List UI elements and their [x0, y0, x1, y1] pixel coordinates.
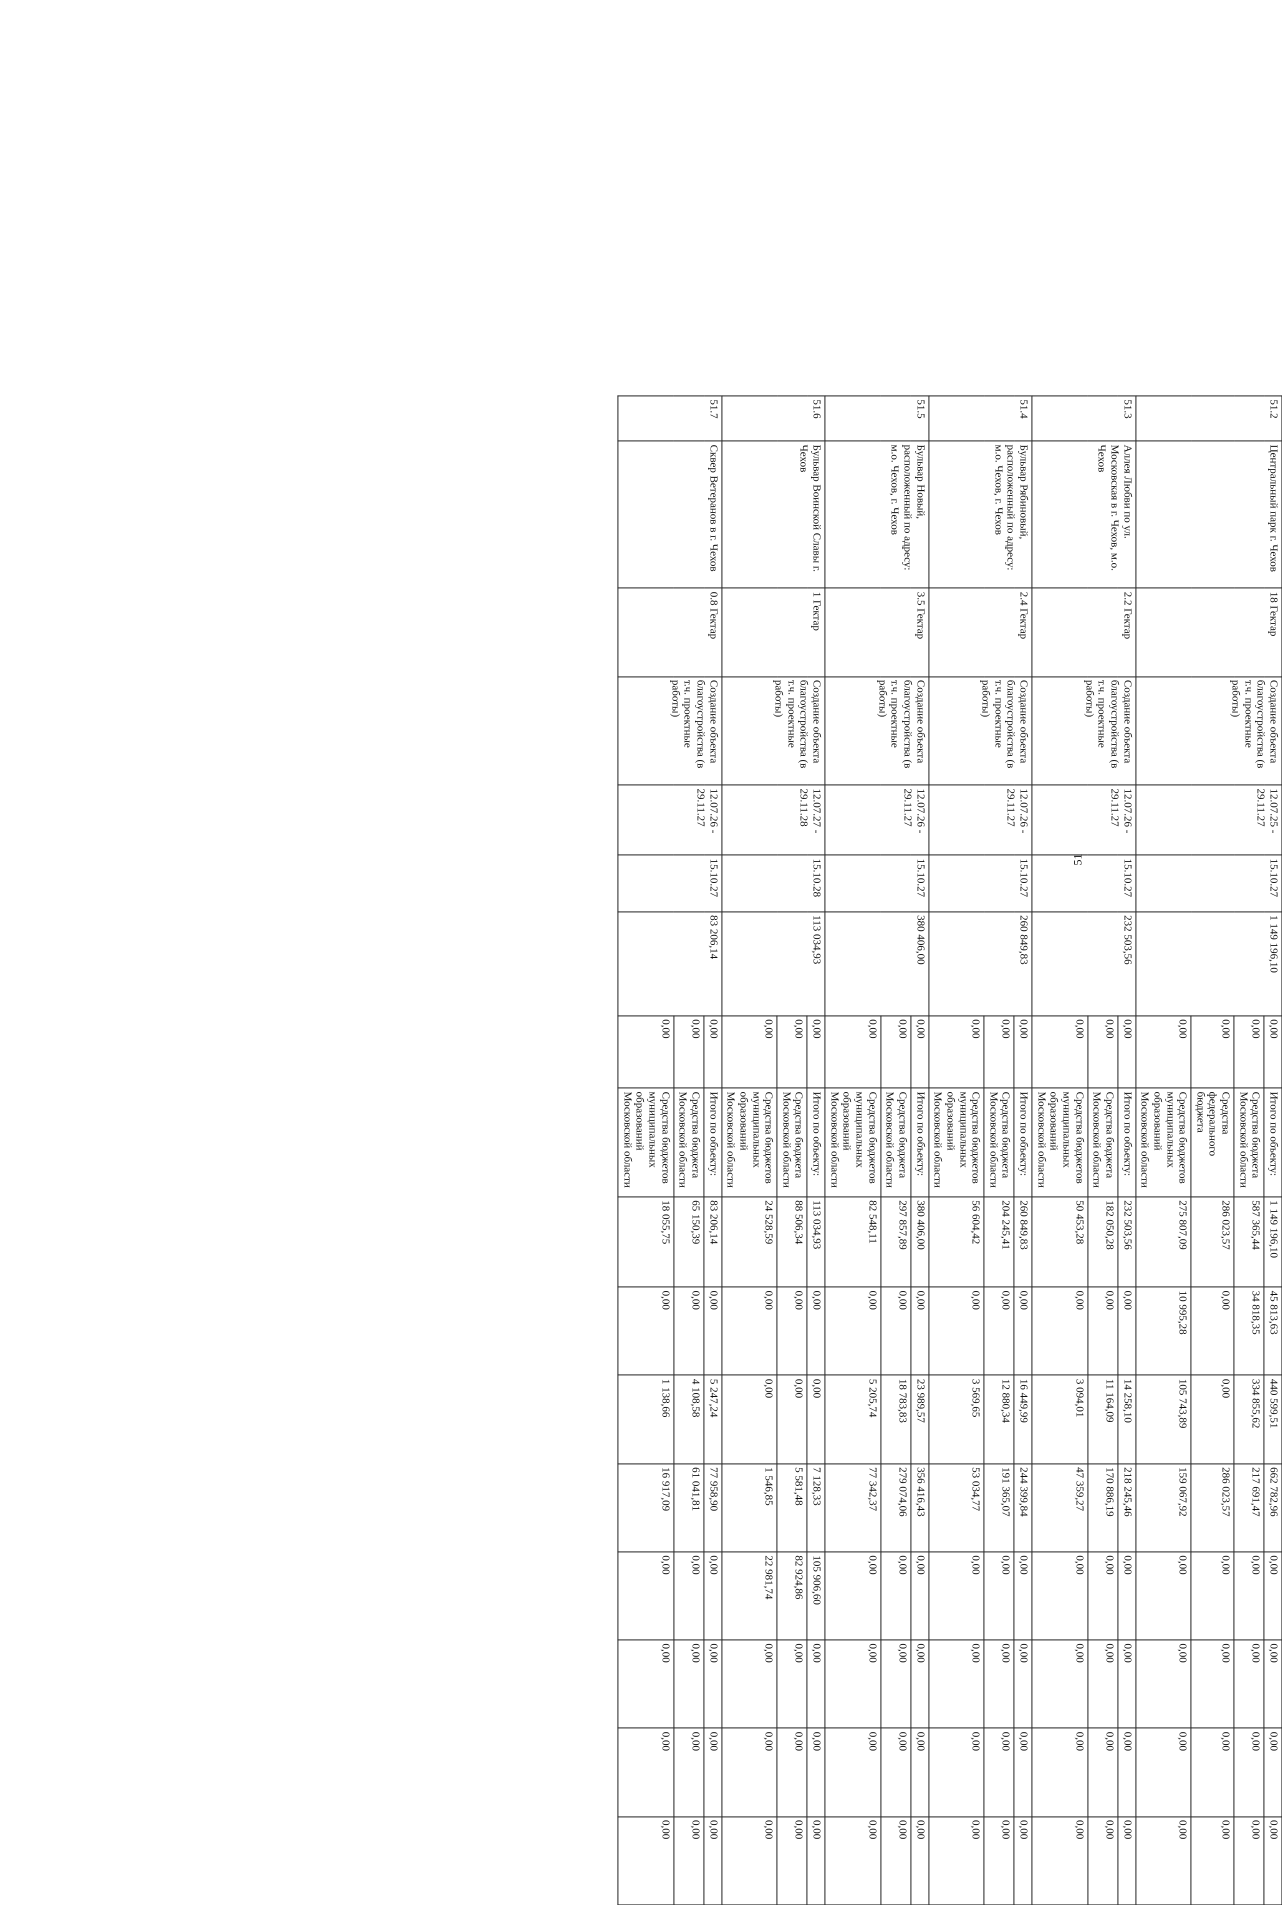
financed-before: 0,00 [1264, 1016, 1282, 1088]
total-amount: 56 604,42 [929, 1197, 985, 1287]
financed-before: 0,00 [1118, 1016, 1136, 1088]
year-6-amount: 0,00 [825, 1728, 881, 1816]
year-6-amount: 0,00 [674, 1728, 704, 1816]
completion-date: 15.10.27 [1032, 855, 1135, 912]
year-2-amount: 3 569,65 [929, 1375, 985, 1463]
completion-date: 15.10.27 [618, 855, 721, 912]
year-3-amount: 53 034,77 [929, 1464, 985, 1552]
funding-source: Средства бюджетов муниципальных образований Московской области [929, 1088, 985, 1197]
year-5-amount: 0,00 [984, 1640, 1014, 1728]
work-type: Создание объекта благоустройства (в т.ч. проектные работы) [722, 676, 825, 785]
year-6-amount: 0,00 [618, 1728, 674, 1816]
year-7-amount: 0,00 [1136, 1816, 1192, 1904]
year-3-amount: 218 245,46 [1118, 1464, 1136, 1552]
year-2-amount: 0,00 [807, 1375, 825, 1463]
financed-before: 0,00 [674, 1016, 704, 1088]
year-2-amount: 11 164,09 [1088, 1375, 1118, 1463]
financed-before: 0,00 [722, 1016, 778, 1088]
object-area: 3.5 Гектар [825, 588, 928, 676]
work-dates: 12.07.27 - 29.11.28 [722, 785, 825, 855]
financed-before: 0,00 [807, 1016, 825, 1088]
financed-before: 0,00 [618, 1016, 674, 1088]
year-5-amount: 0,00 [1264, 1640, 1282, 1728]
table-row [807, 396, 825, 1905]
year-5-amount: 0,00 [618, 1640, 674, 1728]
object-number: 51.3 [1032, 396, 1135, 441]
funding-source: Итого по объекту: [911, 1088, 929, 1197]
funding-source: Средства бюджетов муниципальных образований Московской области [722, 1088, 778, 1197]
year-1-amount: 0,00 [929, 1287, 985, 1375]
year-3-amount: 191 365,07 [984, 1464, 1014, 1552]
total-amount: 82 548,11 [825, 1197, 881, 1287]
funding-source: Средства бюджета Московской области [881, 1088, 911, 1197]
year-1-amount: 0,00 [1014, 1287, 1032, 1375]
total-amount: 50 453,28 [1032, 1197, 1088, 1287]
object-number: 51.4 [929, 396, 1032, 441]
completion-date: 15.10.27 [1136, 855, 1282, 912]
total-amount: 83 206,14 [704, 1197, 722, 1287]
year-4-amount: 0,00 [929, 1552, 985, 1640]
year-7-amount: 0,00 [1264, 1816, 1282, 1904]
year-6-amount: 0,00 [1032, 1728, 1088, 1816]
year-3-amount: 77 958,90 [704, 1464, 722, 1552]
year-4-amount: 0,00 [1191, 1552, 1234, 1640]
work-type: Создание объекта благоустройства (в т.ч. проектные работы) [618, 676, 721, 785]
year-6-amount: 0,00 [911, 1728, 929, 1816]
year-4-amount: 0,00 [1118, 1552, 1136, 1640]
year-3-amount: 286 023,57 [1191, 1464, 1234, 1552]
year-3-amount: 244 399,84 [1014, 1464, 1032, 1552]
year-2-amount: 14 258,10 [1118, 1375, 1136, 1463]
year-6-amount: 0,00 [1264, 1728, 1282, 1816]
year-3-amount: 356 416,43 [911, 1464, 929, 1552]
object-name: Бульвар Воинской Славы г. Чехов [722, 441, 825, 588]
year-6-amount: 0,00 [1191, 1728, 1234, 1816]
total-amount: 24 528,59 [722, 1197, 778, 1287]
year-5-amount: 0,00 [777, 1640, 807, 1728]
year-5-amount: 0,00 [704, 1640, 722, 1728]
year-3-amount: 61 041,81 [674, 1464, 704, 1552]
year-1-amount: 0,00 [777, 1287, 807, 1375]
year-4-amount: 0,00 [1088, 1552, 1118, 1640]
funding-source: Средства бюджета Московской области [1234, 1088, 1264, 1197]
object-area: 18 Гектар [1136, 588, 1282, 676]
year-6-amount: 0,00 [722, 1728, 778, 1816]
funding-source: Итого по объекту: [1264, 1088, 1282, 1197]
year-7-amount: 0,00 [984, 1816, 1014, 1904]
year-2-amount: 18 783,83 [881, 1375, 911, 1463]
total-amount: 65 150,39 [674, 1197, 704, 1287]
year-4-amount: 22 981,74 [722, 1552, 778, 1640]
year-7-amount: 0,00 [881, 1816, 911, 1904]
work-type: Создание объекта благоустройства (в т.ч. проектные работы) [929, 676, 1032, 785]
total-amount: 18 055,75 [618, 1197, 674, 1287]
object-number: 51.7 [618, 396, 721, 441]
year-3-amount: 1 546,85 [722, 1464, 778, 1552]
year-6-amount: 0,00 [777, 1728, 807, 1816]
year-2-amount: 440 599,51 [1264, 1375, 1282, 1463]
financed-before: 0,00 [1014, 1016, 1032, 1088]
year-2-amount: 0,00 [777, 1375, 807, 1463]
year-2-amount: 105 743,89 [1136, 1375, 1192, 1463]
year-5-amount: 0,00 [1088, 1640, 1118, 1728]
object-cost: 232 503,56 [1032, 912, 1135, 1016]
year-4-amount: 0,00 [984, 1552, 1014, 1640]
object-name: Бульвар Новый, расположенный по адресу: м.о. Чехов, г. Чехов [825, 441, 928, 588]
completion-date: 15.10.28 [722, 855, 825, 912]
object-cost: 260 849,83 [929, 912, 1032, 1016]
total-amount: 297 857,89 [881, 1197, 911, 1287]
year-3-amount: 662 782,96 [1264, 1464, 1282, 1552]
financed-before: 0,00 [881, 1016, 911, 1088]
financed-before: 0,00 [1088, 1016, 1118, 1088]
year-4-amount: 0,00 [1032, 1552, 1088, 1640]
total-amount: 232 503,56 [1118, 1197, 1136, 1287]
year-2-amount: 4 108,58 [674, 1375, 704, 1463]
year-1-amount: 0,00 [1118, 1287, 1136, 1375]
table-row [1118, 396, 1136, 1905]
year-1-amount: 0,00 [722, 1287, 778, 1375]
year-1-amount: 34 818,35 [1234, 1287, 1264, 1375]
year-5-amount: 0,00 [674, 1640, 704, 1728]
year-2-amount: 5 205,74 [825, 1375, 881, 1463]
year-3-amount: 7 128,33 [807, 1464, 825, 1552]
year-4-amount: 0,00 [704, 1552, 722, 1640]
object-cost: 83 206,14 [618, 912, 721, 1016]
year-7-amount: 0,00 [777, 1816, 807, 1904]
financed-before: 0,00 [777, 1016, 807, 1088]
financed-before: 0,00 [1136, 1016, 1192, 1088]
year-7-amount: 0,00 [722, 1816, 778, 1904]
year-7-amount: 0,00 [1234, 1816, 1264, 1904]
year-2-amount: 1 138,66 [618, 1375, 674, 1463]
object-cost: 1 149 196,10 [1136, 912, 1282, 1016]
year-5-amount: 0,00 [825, 1640, 881, 1728]
total-amount: 275 807,09 [1136, 1197, 1192, 1287]
year-2-amount: 5 247,24 [704, 1375, 722, 1463]
year-1-amount: 0,00 [911, 1287, 929, 1375]
year-6-amount: 0,00 [1014, 1728, 1032, 1816]
total-amount: 380 406,00 [911, 1197, 929, 1287]
year-7-amount: 0,00 [1088, 1816, 1118, 1904]
work-dates: 12.07.26 - 29.11.27 [929, 785, 1032, 855]
year-1-amount: 0,00 [674, 1287, 704, 1375]
year-6-amount: 0,00 [807, 1728, 825, 1816]
total-amount: 182 050,28 [1088, 1197, 1118, 1287]
total-amount: 88 506,34 [777, 1197, 807, 1287]
table-body [618, 396, 1282, 1905]
work-dates: 12.07.26 - 29.11.27 [1032, 785, 1135, 855]
year-5-amount: 0,00 [1191, 1640, 1234, 1728]
year-5-amount: 0,00 [929, 1640, 985, 1728]
object-number: 51.2 [1136, 396, 1282, 441]
year-7-amount: 0,00 [1118, 1816, 1136, 1904]
year-1-amount: 0,00 [1191, 1287, 1234, 1375]
year-7-amount: 0,00 [807, 1816, 825, 1904]
year-5-amount: 0,00 [1118, 1640, 1136, 1728]
year-2-amount: 334 855,62 [1234, 1375, 1264, 1463]
year-2-amount: 0,00 [1191, 1375, 1234, 1463]
year-1-amount: 0,00 [618, 1287, 674, 1375]
year-1-amount: 45 813,63 [1264, 1287, 1282, 1375]
year-1-amount: 10 995,28 [1136, 1287, 1192, 1375]
total-amount: 286 023,57 [1191, 1197, 1234, 1287]
object-cost: 113 034,93 [722, 912, 825, 1016]
work-dates: 12.07.25 - 29.11.27 [1136, 785, 1282, 855]
year-5-amount: 0,00 [1136, 1640, 1192, 1728]
page-number: 51 [1070, 853, 1085, 866]
year-2-amount: 23 989,57 [911, 1375, 929, 1463]
year-1-amount: 0,00 [825, 1287, 881, 1375]
year-4-amount: 82 924,86 [777, 1552, 807, 1640]
funding-source: Средства федерального бюджета [1191, 1088, 1234, 1197]
year-5-amount: 0,00 [722, 1640, 778, 1728]
funding-source: Итого по объекту: [1014, 1088, 1032, 1197]
financed-before: 0,00 [1032, 1016, 1088, 1088]
year-6-amount: 0,00 [1118, 1728, 1136, 1816]
year-1-amount: 0,00 [984, 1287, 1014, 1375]
year-5-amount: 0,00 [807, 1640, 825, 1728]
year-4-amount: 0,00 [1234, 1552, 1264, 1640]
year-4-amount: 0,00 [674, 1552, 704, 1640]
funding-source: Средства бюджетов муниципальных образований Московской области [1032, 1088, 1088, 1197]
year-7-amount: 0,00 [911, 1816, 929, 1904]
object-name: Бульвар Рябиновый, расположенный по адресу: м.о. Чехов, г. Чехов [929, 441, 1032, 588]
year-5-amount: 0,00 [911, 1640, 929, 1728]
year-4-amount: 0,00 [618, 1552, 674, 1640]
object-number: 51.5 [825, 396, 928, 441]
work-dates: 12.07.26 - 29.11.27 [825, 785, 928, 855]
funding-source: Средства бюджета Московской области [674, 1088, 704, 1197]
year-2-amount: 3 094,01 [1032, 1375, 1088, 1463]
year-3-amount: 279 074,06 [881, 1464, 911, 1552]
year-3-amount: 16 917,09 [618, 1464, 674, 1552]
funding-source: Средства бюджетов муниципальных образований Московской области [825, 1088, 881, 1197]
year-6-amount: 0,00 [929, 1728, 985, 1816]
funding-source: Итого по объекту: [1118, 1088, 1136, 1197]
object-name: Сквер Ветеранов в г. Чехов [618, 441, 721, 588]
year-3-amount: 47 359,27 [1032, 1464, 1088, 1552]
year-4-amount: 0,00 [1264, 1552, 1282, 1640]
year-6-amount: 0,00 [1088, 1728, 1118, 1816]
financed-before: 0,00 [1191, 1016, 1234, 1088]
object-area: 2.4 Гектар [929, 588, 1032, 676]
year-3-amount: 5 581,48 [777, 1464, 807, 1552]
year-1-amount: 0,00 [881, 1287, 911, 1375]
object-name: Аллея Любви по ул. Московская в г. Чехов, м.о. Чехов [1032, 441, 1135, 588]
budget-table [618, 395, 1282, 1905]
table-row [1264, 396, 1282, 1905]
financed-before: 0,00 [1234, 1016, 1264, 1088]
year-1-amount: 0,00 [1088, 1287, 1118, 1375]
year-7-amount: 0,00 [825, 1816, 881, 1904]
year-6-amount: 0,00 [1234, 1728, 1264, 1816]
work-dates: 12.07.26 - 29.11.27 [618, 785, 721, 855]
year-3-amount: 77 342,37 [825, 1464, 881, 1552]
year-6-amount: 0,00 [984, 1728, 1014, 1816]
object-area: 1 Гектар [722, 588, 825, 676]
year-2-amount: 12 880,34 [984, 1375, 1014, 1463]
total-amount: 260 849,83 [1014, 1197, 1032, 1287]
year-5-amount: 0,00 [1032, 1640, 1088, 1728]
year-4-amount: 0,00 [1136, 1552, 1192, 1640]
year-7-amount: 0,00 [929, 1816, 985, 1904]
year-5-amount: 0,00 [1014, 1640, 1032, 1728]
work-type: Создание объекта благоустройства (в т.ч. проектные работы) [1032, 676, 1135, 785]
year-7-amount: 0,00 [704, 1816, 722, 1904]
completion-date: 15.10.27 [825, 855, 928, 912]
year-7-amount: 0,00 [1191, 1816, 1234, 1904]
table-row [911, 396, 929, 1905]
financed-before: 0,00 [929, 1016, 985, 1088]
total-amount: 1 149 196,10 [1264, 1197, 1282, 1287]
total-amount: 113 034,93 [807, 1197, 825, 1287]
year-5-amount: 0,00 [1234, 1640, 1264, 1728]
year-2-amount: 0,00 [722, 1375, 778, 1463]
financed-before: 0,00 [825, 1016, 881, 1088]
year-7-amount: 0,00 [1014, 1816, 1032, 1904]
year-1-amount: 0,00 [704, 1287, 722, 1375]
table-row [1014, 396, 1032, 1905]
year-6-amount: 0,00 [1136, 1728, 1192, 1816]
funding-source: Итого по объекту: [704, 1088, 722, 1197]
funding-source: Средства бюджетов муниципальных образований Московской области [1136, 1088, 1192, 1197]
completion-date: 15.10.27 [929, 855, 1032, 912]
year-2-amount: 16 449,99 [1014, 1375, 1032, 1463]
year-3-amount: 159 067,92 [1136, 1464, 1192, 1552]
financed-before: 0,00 [984, 1016, 1014, 1088]
year-7-amount: 0,00 [618, 1816, 674, 1904]
year-1-amount: 0,00 [807, 1287, 825, 1375]
year-4-amount: 105 906,60 [807, 1552, 825, 1640]
year-4-amount: 0,00 [1014, 1552, 1032, 1640]
funding-source: Средства бюджетов муниципальных образований Московской области [618, 1088, 674, 1197]
funding-source: Средства бюджета Московской области [1088, 1088, 1118, 1197]
year-1-amount: 0,00 [1032, 1287, 1088, 1375]
year-3-amount: 170 886,19 [1088, 1464, 1118, 1552]
work-type: Создание объекта благоустройства (в т.ч. проектные работы) [825, 676, 928, 785]
financed-before: 0,00 [911, 1016, 929, 1088]
object-name: Центральный парк г. Чехов [1136, 441, 1282, 588]
total-amount: 204 245,41 [984, 1197, 1014, 1287]
year-7-amount: 0,00 [1032, 1816, 1088, 1904]
object-cost: 380 406,00 [825, 912, 928, 1016]
year-4-amount: 0,00 [881, 1552, 911, 1640]
funding-source: Средства бюджета Московской области [777, 1088, 807, 1197]
year-4-amount: 0,00 [825, 1552, 881, 1640]
object-area: 0.8 Гектар [618, 588, 721, 676]
year-6-amount: 0,00 [704, 1728, 722, 1816]
year-6-amount: 0,00 [881, 1728, 911, 1816]
total-amount: 587 365,44 [1234, 1197, 1264, 1287]
table-row [704, 396, 722, 1905]
year-3-amount: 217 691,47 [1234, 1464, 1264, 1552]
year-5-amount: 0,00 [881, 1640, 911, 1728]
object-area: 2.2 Гектар [1032, 588, 1135, 676]
financed-before: 0,00 [704, 1016, 722, 1088]
year-4-amount: 0,00 [911, 1552, 929, 1640]
funding-source: Средства бюджета Московской области [984, 1088, 1014, 1197]
funding-source: Итого по объекту: [807, 1088, 825, 1197]
work-type: Создание объекта благоустройства (в т.ч. проектные работы) [1136, 676, 1282, 785]
year-7-amount: 0,00 [674, 1816, 704, 1904]
object-number: 51.6 [722, 396, 825, 441]
